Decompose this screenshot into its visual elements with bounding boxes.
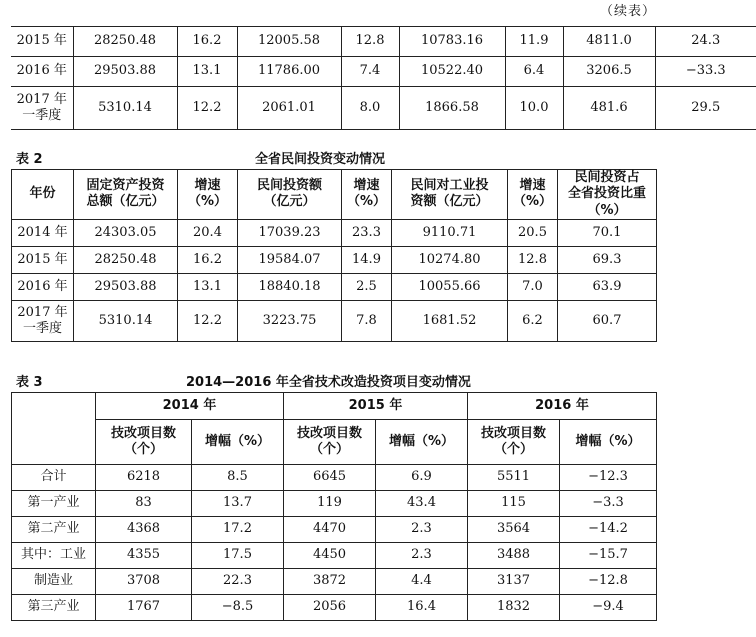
table-row [11,27,756,57]
cell: 9110.71 [392,219,508,246]
header-line: 年份 [29,186,56,202]
table-3-title: 2014—2016 年全省技术改造投资项目变动情况 [186,375,471,390]
continued-note: （续表） [599,4,656,19]
cell: 3137 [468,569,560,595]
table-row [11,57,756,87]
cell: 合计 [12,465,96,491]
table-row [11,87,756,130]
cell: 6.2 [508,300,558,341]
cell: 12.8 [341,27,399,57]
cell: 10055.66 [392,273,508,300]
header-cell [238,170,342,220]
cell: −9.4 [560,595,657,621]
cell: 第三产业 [12,595,96,621]
header-line: 增速 [194,178,221,194]
cell: −3.3 [560,491,657,517]
cell: −33.3 [655,57,756,87]
cell: 8.5 [192,465,284,491]
year-header: 2016 年 [468,393,657,420]
header-line: 民间对工业投 [410,178,489,194]
cell: 3708 [96,569,192,595]
cell: 16.2 [178,246,238,273]
cell: 4470 [284,517,376,543]
cell: 18840.18 [238,273,342,300]
cell: 20.4 [178,219,238,246]
header-line: （个） [309,442,349,457]
cell: 3223.75 [238,300,342,341]
cell: 11786.00 [237,57,341,87]
cell: 17.5 [192,543,284,569]
table-3-label: 表 3 [16,375,43,390]
cell: 6645 [284,465,376,491]
header-line: （个） [493,442,533,457]
table-row [12,517,657,543]
cell: 43.4 [376,491,468,517]
table-1-continued [11,26,756,130]
year-line: 一季度 [22,108,62,123]
cell: 2014 年 [12,219,74,246]
header-line: 民间投资额 [256,178,322,194]
table-row [12,300,657,341]
header-line: （%） [346,194,387,210]
header-cell [342,170,392,220]
cell: 10274.80 [392,246,508,273]
cell: 29503.88 [74,273,178,300]
cell: 13.7 [192,491,284,517]
cell: 7.0 [508,273,558,300]
cell: 2015 年 [12,246,74,273]
header-line: （个） [123,442,163,457]
year-header: 2014 年 [96,393,284,420]
table-row [12,543,657,569]
cell: 16.4 [376,595,468,621]
cell: 13.1 [178,273,238,300]
year-cell [12,300,74,341]
cell: 24303.05 [74,219,178,246]
header-line: 固定资产投资 [86,178,165,194]
cell: 12005.58 [237,27,341,57]
cell: 63.9 [558,273,657,300]
cell: 2056 [284,595,376,621]
header-cell: 增幅（%） [192,420,284,465]
cell: 10522.40 [399,57,505,87]
cell: 24.3 [655,27,756,57]
cell: 29503.88 [73,57,177,87]
year-cell [11,87,73,130]
header-cell [178,170,238,220]
cell: 7.8 [342,300,392,341]
cell: 19584.07 [238,246,342,273]
header-line: 总额（亿元） [86,194,165,210]
table-row [12,595,657,621]
cell: 2061.01 [237,87,341,130]
cell: 第一产业 [12,491,96,517]
table-row [12,569,657,595]
header-row [12,420,657,465]
table-row [12,219,657,246]
table-row [12,273,657,300]
cell: 4355 [96,543,192,569]
cell: 115 [468,491,560,517]
cell: 69.3 [558,246,657,273]
cell: −14.2 [560,517,657,543]
header-row [12,170,657,220]
cell: −15.7 [560,543,657,569]
cell: 17.2 [192,517,284,543]
cell: 4368 [96,517,192,543]
cell: 481.6 [563,87,655,130]
cell: 2.3 [376,543,468,569]
year-line: 2017 年 [16,91,67,107]
cell: 10783.16 [399,27,505,57]
cell: 6.4 [505,57,563,87]
cell: 4811.0 [563,27,655,57]
cell: 其中：工业 [12,543,96,569]
table-2-label: 表 2 [16,152,43,167]
cell: 5310.14 [73,87,177,130]
cell: 制造业 [12,569,96,595]
table-2-title: 全省民间投资变动情况 [255,152,386,167]
header-line: （亿元） [263,194,316,210]
cell: 6218 [96,465,192,491]
cell: 5310.14 [74,300,178,341]
cell: 1767 [96,595,192,621]
cell: 3872 [284,569,376,595]
cell: 3206.5 [563,57,655,87]
cell: 1866.58 [399,87,505,130]
table-row [12,465,657,491]
header-line: （%） [512,194,553,210]
header-line: 增速 [519,178,546,194]
header-cell [392,170,508,220]
cell: 1681.52 [392,300,508,341]
cell: 14.9 [342,246,392,273]
cell: 3488 [468,543,560,569]
header-line: 技改项目数 [480,425,546,441]
cell: 22.3 [192,569,284,595]
year-header: 2015 年 [284,393,468,420]
header-line: 增速 [353,178,380,194]
cell: 28250.48 [73,27,177,57]
cell: 60.7 [558,300,657,341]
header-cell: 增幅（%） [560,420,657,465]
cell: 119 [284,491,376,517]
table-row [12,246,657,273]
header-line: 资额（亿元） [410,194,489,210]
cell: 12.2 [177,87,237,130]
cell: 83 [96,491,192,517]
table-2 [11,169,657,342]
header-cell [468,420,560,465]
header-row [12,393,657,420]
table-row [12,491,657,517]
header-cell [96,420,192,465]
cell: 10.0 [505,87,563,130]
year-line: 2017 年 [17,304,68,320]
cell: 4450 [284,543,376,569]
cell: 29.5 [655,87,756,130]
header-line: 全省投资比重（%） [567,186,646,218]
cell: 13.1 [177,57,237,87]
cell: 28250.48 [74,246,178,273]
header-cell [12,170,74,220]
cell: 2.5 [342,273,392,300]
cell: 2015 年 [11,27,73,57]
header-line: 技改项目数 [110,425,176,441]
header-corner-cell [12,393,96,465]
header-cell [508,170,558,220]
cell: 4.4 [376,569,468,595]
cell: 17039.23 [238,219,342,246]
cell: 2016 年 [11,57,73,87]
cell: 20.5 [508,219,558,246]
cell: 1832 [468,595,560,621]
cell: 70.1 [558,219,657,246]
header-cell [284,420,376,465]
cell: 6.9 [376,465,468,491]
cell: 2.3 [376,517,468,543]
cell: 第二产业 [12,517,96,543]
header-line: 技改项目数 [296,425,362,441]
cell: −12.8 [560,569,657,595]
cell: 2016 年 [12,273,74,300]
cell: 12.2 [178,300,238,341]
cell: 7.4 [341,57,399,87]
cell: 16.2 [177,27,237,57]
header-cell: 增幅（%） [376,420,468,465]
cell: 3564 [468,517,560,543]
year-line: 一季度 [22,320,62,336]
header-cell [558,170,657,220]
cell: −12.3 [560,465,657,491]
cell: 23.3 [342,219,392,246]
header-cell [74,170,178,220]
cell: 11.9 [505,27,563,57]
cell: 5511 [468,465,560,491]
cell: −8.5 [192,595,284,621]
cell: 12.8 [508,246,558,273]
header-line: 民间投资占 [574,170,640,185]
header-line: （%） [187,194,228,210]
cell: 8.0 [341,87,399,130]
table-3 [11,392,657,621]
